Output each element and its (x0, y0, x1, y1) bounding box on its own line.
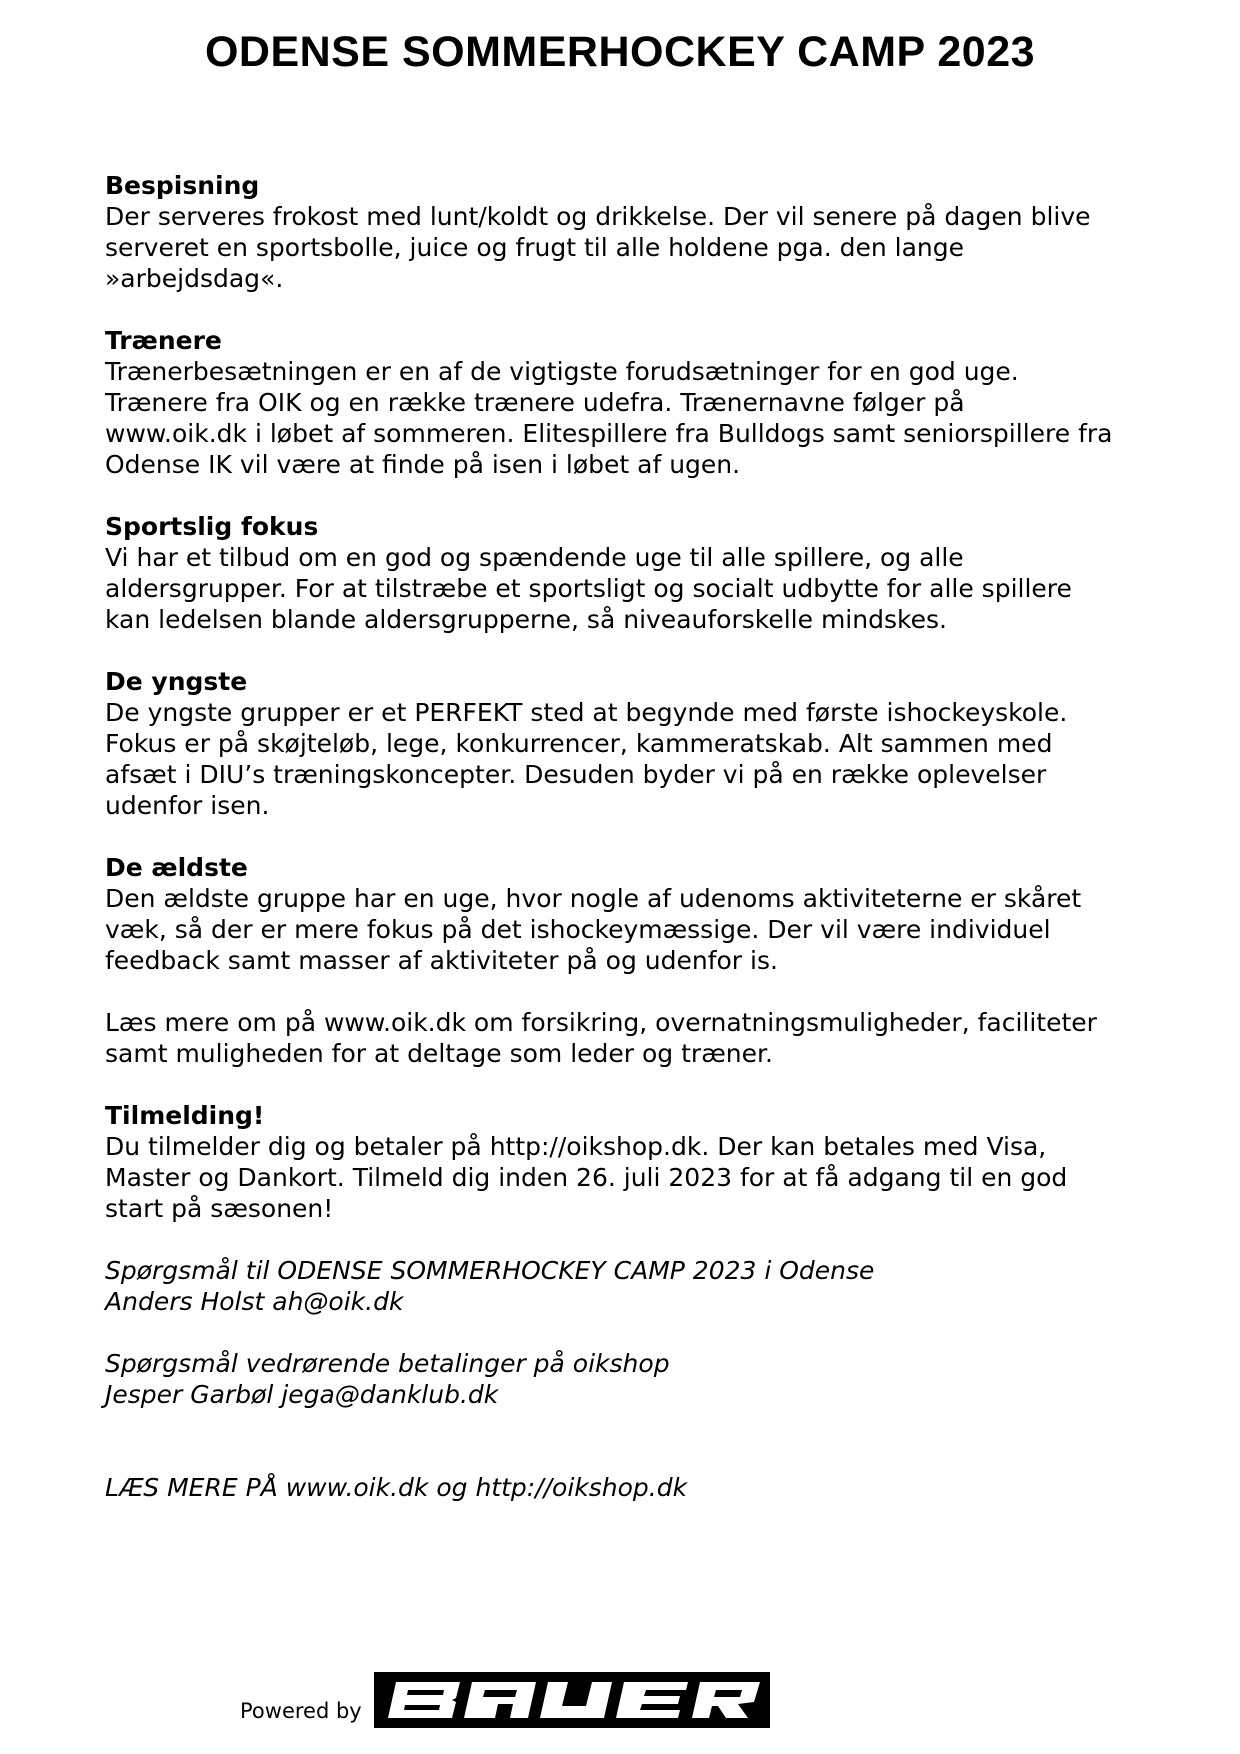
section-text: Vi har et tilbud om en god og spændende uge til alle spillere, og alle aldersgrupper. For at tilstræbe et sportsligt og socialt udbytte for alle spillere kan ledelsen blande aldersgrupperne, så niveauforskelle mindskes. (105, 543, 1072, 634)
section-de-aeldste (105, 852, 1185, 976)
contact-person: Anders Holst ah@oik.dk (105, 1287, 404, 1316)
section-heading: Trænere (105, 326, 222, 355)
page-title: ODENSE SOMMERHOCKEY CAMP 2023 (204, 28, 1036, 76)
read-more-line: LÆS MERE PÅ www.oik.dk og http://oikshop.dk (105, 1473, 688, 1502)
section-text: Trænerbesætningen er en af de vigtigste forudsætninger for en god uge. Trænere fra OIK og en række trænere udefra. Trænernavne følger på www.oik.dk i løbet af sommeren. Elitespillere fra Bulldogs samt seniorspillere fra Odense IK vil være at finde på isen i løbet af ugen. (105, 357, 1113, 479)
info-paragraph (105, 1007, 1185, 1069)
info-text: Læs mere om på www.oik.dk om forsikring, overnatningsmuligheder, faciliteter samt muligheden for at deltage som leder og træner. (105, 1008, 1097, 1068)
powered-by-label: Powered by (240, 1699, 362, 1723)
contacts (105, 1255, 1185, 1410)
contact-question: Spørgsmål til ODENSE SOMMERHOCKEY CAMP 2023 i Odense (105, 1256, 875, 1285)
contact-person: Jesper Garbøl jega@danklub.dk (105, 1380, 499, 1409)
section-bespisning (105, 170, 1185, 294)
section-text: Du tilmelder dig og betaler på http://oikshop.dk. Der kan betales med Visa, Master og Dankort. Tilmeld dig inden 26. juli 2023 for at få adgang til en god start på sæsonen! (105, 1132, 1068, 1223)
section-heading: De yngste (105, 667, 248, 696)
section-sportslig-fokus (105, 511, 1185, 635)
section-de-yngste (105, 666, 1185, 821)
footer (240, 1672, 770, 1728)
contact-payment (105, 1348, 1185, 1410)
section-heading: Sportslig fokus (105, 512, 319, 541)
section-text: De yngste grupper er et PERFEKT sted at begynde med første ishockeyskole. Fokus er på skøjteløb, lege, konkurrencer, kammeratskab. Alt sammen med afsæt i DIU’s træningskoncepter. Desuden byder vi på en række oplevelser udenfor isen. (105, 698, 1068, 820)
section-text: Der serveres frokost med lunt/koldt og drikkelse. Der vil senere på dagen blive serveret en sportsbolle, juice og frugt til alle holdene pga. den lange »arbejdsdag«. (105, 202, 1091, 293)
section-text: Den ældste gruppe har en uge, hvor nogle af udenoms aktiviteterne er skåret væk, så der er mere fokus på det ishockeymæssige. Der vil være individuel feedback samt masser af aktiviteter på og udenfor is. (105, 884, 1082, 975)
section-heading: De ældste (105, 853, 248, 882)
section-tilmelding (105, 1100, 1185, 1224)
bauer-logo-icon (374, 1672, 770, 1728)
section-heading: Tilmelding! (105, 1101, 265, 1130)
document-body (105, 170, 1185, 1528)
section-heading: Bespisning (105, 171, 260, 200)
section-traenere (105, 325, 1185, 480)
contact-camp (105, 1255, 1185, 1317)
contact-question: Spørgsmål vedrørende betalinger på oikshop (105, 1349, 670, 1378)
